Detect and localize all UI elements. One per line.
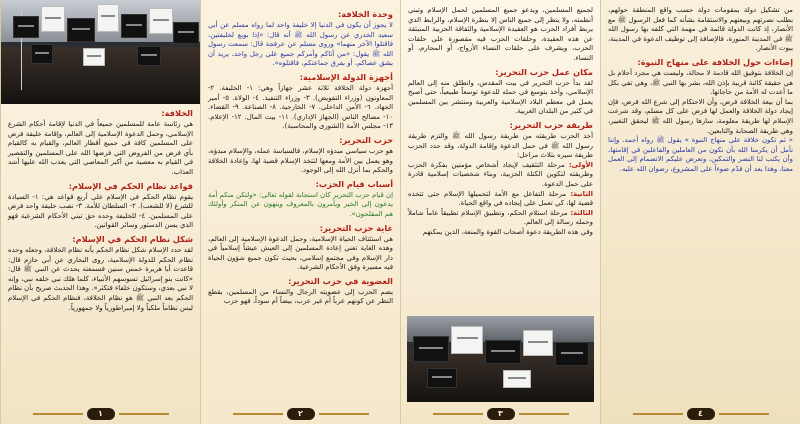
heading-caliphate: الخلافة: xyxy=(161,108,193,118)
heading-membership: العضوية في حزب التحرير: xyxy=(288,275,393,286)
heading-reasons: أسباب قيام الحزب: xyxy=(315,178,393,189)
text-continued: لجميع المسلمين، ويدعو جميع المسلمين لحمل الإسلام وتبني أنظمته، ولا ينظر إلى جميع الناس إلا بنظرة الإسلام، والرابط الذي يربط أفراد الحزب هو العقيدة الإسلامية والثقافة الحزبية المنبثقة عن هذه العقيدة، وحلقات الحزب فيه مقصورة على حلقات الحزب، ويشرف على حلقات النساء الأزواج، أو المحارم، أو النساء. xyxy=(408,6,593,62)
text-stage-one xyxy=(408,161,593,190)
page-footer xyxy=(1,407,200,421)
page-number: ١ xyxy=(87,408,115,420)
page-number: ٢ xyxy=(287,408,315,420)
text-end: « ثم تكون خلافة على منهاج النبوة » يقول ﷺ رواه أحمد. وإننا نأمل أن يكرمنا الله بأن نكون من العاملين والفاعلين في إقامتها، وأن يكتب لنا النصر والتمكين، ونعرض عليكم الانضمام إلى العمل معنا، وهذا بعد أن قدّم ضوءاً على المشروع، رضوان الله عليه. xyxy=(608,136,793,173)
page-number: ٣ xyxy=(487,408,515,420)
text-method: أخذ الحزب طريقته من طريقة رسول الله ﷺ والتزم طريقة رسول الله ﷺ في حمل الدعوة وإقامة الدولة، وقد حدد الحزب طريقة سيره بثلاث مراحل: xyxy=(408,131,593,160)
heading-method: طريقة حزب التحرير: xyxy=(509,119,593,130)
label-stage-three: الثالثة: xyxy=(570,208,593,217)
text-party: هو حزب سياسي مبدؤه الإسلام، فالسياسة عمله، والإسلام مبدؤه، وهو يعمل بين الأمة ومعها لتتخذ الإسلام قضية لها، وإعادة الخلافة والحكم بما أنزل الله إلى الوجود. xyxy=(208,146,393,175)
heading-form: شكل نظام الحكم في الإسلام: xyxy=(72,233,193,244)
heading-unity: وحدة الخلافة: xyxy=(337,9,393,19)
page-number: ٤ xyxy=(687,408,715,420)
text-stage-three xyxy=(408,209,593,228)
page-footer xyxy=(601,407,800,421)
heading-organs: أجهزة الدولة الإسلامية: xyxy=(299,71,393,82)
heading-rules: قواعد نظام الحكم في الإسلام: xyxy=(68,180,193,191)
heading-party: حزب التحرير: xyxy=(339,134,393,145)
text-organs: أجهزة دولة الخلافة ثلاثة عشر جهازاً وهي: ١- الخليفة. ٢- المعاونون (وزراء التفويض). ٣- وزراء التنفيذ. ٤- الولاة. ٥- أمير الجهاد. ٦- الأمن الداخلي. ٧- الخارجية. ٨- الصناعة. ٩- القضاء. ١٠- مصالح الناس (الجهاز الإداري). ١١- بيت المال. ١٢- الإعلام. ١٣- مجلس الأمة (الشورى والمحاسبة). xyxy=(208,83,394,131)
text-after: وفي هذه الطريقة دعوة أصحاب القوة والمنعة، الذين يمكنهم xyxy=(422,227,593,236)
text-unity: لا يجوز أن يكون في الدنيا إلا خليفة واحد لما رواه مسلم عن أبي سعيد الخدري عن رسول الله ﷺ أنه قال: «إذا بويع لخليفتين، فاقتلوا الآخر منهما» وروى مسلم عن عرفجة قال: سمعت رسول الله ﷺ يقول: «من أتاكم وأمركم جميع على رجل واحد، يريد أن يشق عصاكم، أو يفرق جماعتكم، فاقتلوه». xyxy=(208,21,393,68)
protest-photo-top xyxy=(1,0,200,104)
panel-method xyxy=(400,0,600,424)
heading-goal: غاية حزب التحرير: xyxy=(319,222,393,233)
text-caliphate: هي رئاسة عامة للمسلمين جميعاً في الدنيا لإقامة أحكام الشرع الإسلامي، وحمل الدعوة الإسلامية إلى العالم، وإقامة خليفة فرض على المسلمين كافة في جميع أقطار العالم، والقيام به كالقيام بأي فرض من الفروض التي فرضها الله على المسلمين والتقصير في القيام به معصية من أكبر المعاصي التي يعذب الله عليها أشد العذاب. xyxy=(8,120,193,176)
text-form: لقد حدد الإسلام شكل نظام الحكم بأنه نظام الخلافة، وجعله وحده نظام الحكم للدولة الإسلامية، روى البخاري عن أبي حازم قال: قاعدت أبا هريرة خمس سنين فسمعته يحدث عن النبي ﷺ قال: «كانت بنو إسرائيل تسوسهم الأنبياء، كلما هلك نبي خلفه نبي، وإنه لا نبي بعدي، وستكون خلفاء فتكثر». وهذا الحديث صريح بأن نظام الحكم بعد النبي ﷺ هو نظام الخلافة، فنظام الحكم في الإسلام ليس نظاماً ملكياً ولا إمبراطورياً ولا جمهورياً. xyxy=(8,245,193,312)
text-stage-two xyxy=(408,190,593,209)
panel-caliphate xyxy=(0,0,200,424)
protest-photo-bottom xyxy=(407,316,594,402)
text-where: لقد بدأ حزب التحرير في بيت المقدس، وانطلق منه إلى العالم الإسلامي، وأخذ يتوسع في حمله للدعوة توسعاً طبيعياً، حتى أصبح يعمل في معظم البلاد الإسلامية والعربية ومنتشر بين المسلمين في كثير من البلدان الغربية. xyxy=(408,78,593,116)
stage-one-body: مرحلة التثقيف لإيجاد أشخاص مؤمنين بفكرة الحزب وطريقته لتكوين الكتلة الحزبية، وبناء شخصيات إسلامية قادرة على حمل الدعوة. xyxy=(408,160,593,188)
heading-news: إضاءات حول الخلافة على منهاج النبوة: xyxy=(637,56,793,67)
text-goal: هي استئناف الحياة الإسلامية، وحمل الدعوة الإسلامية إلى العالم، وهذه الغاية تعني إعادة المسلمين إلى العيش عيشاً إسلامياً في دار الإسلام وفي مجتمع إسلامي، بحيث تكون جميع شؤون الحياة فيه مسيرة وفق الأحكام الشرعية. xyxy=(208,234,393,272)
page-footer xyxy=(401,407,600,421)
panel-news xyxy=(600,0,800,424)
text-rules: يقوم نظام الحكم في الإسلام على أربع قواعد هي: ١- السيادة للشرع (لا للشعب). ٢- السلطان للأمة. ٣- نصب خليفة واحد فرض على المسلمين. ٤- للخليفة وحده حق تبني الأحكام الشرعية فهو الذي يسن الدستور وسائر القوانين. xyxy=(8,192,193,230)
stage-three-body: مرحلة استلام الحكم، وتطبيق الإسلام تطبيقاً عاماً شاملاً وحمله رسالة إلى العالم. xyxy=(408,208,593,227)
text-support: من تشكيل دولة بمقومات دولة حسب واقع المنطقة حولهم، بطلب نصرتهم وبيعتهم والاستقامة بشأنه كما فعل الرسول ﷺ مع الأنصار، إذ كانت الدولة قائمة في مهمة التي كلفه بها رسول الله ﷺ في المدينة المنورة، فالإضافة إلى توظيف الدعوة في المدينة، بيوت الأنصار. xyxy=(608,6,793,53)
page-footer xyxy=(201,407,400,421)
label-stage-two: الثانية: xyxy=(570,189,593,198)
panel-party xyxy=(200,0,400,424)
text-reasons: إن قيام حزب التحرير كان استجابة لقوله تعالى: «ولتكن منكم أمة يدعون إلى الخير ويأمرون بالمعروف وينهون عن المنكر وأولئك هم المفلحون». xyxy=(208,190,393,218)
heading-where: مكان عمل حزب التحرير: xyxy=(495,66,593,77)
text-more: بما أن بيعة الخلافة فرض، وأن الاحتكام إلى شرع الله فرض، فإن إيجاد دولة الخلافة والعمل لها فرض على كل مسلم، وقد شرعت الإسلام لها طريقة معلومة، سارها رسول الله ﷺ ليحقق التغيير، وهي طريقة الصحابة والتابعين. xyxy=(608,97,793,135)
text-news: إن الخلافة بتوفيق الله قادمة لا محالة، وليست هي مجرد أحلام بل هي حقيقة كائنة قريبة بإذن الله، بشر بها النبي ﷺ، وهي تفي بكل ما أعدت له الأمة من حاجاتها. xyxy=(608,68,793,97)
stage-two-body: مرحلة التفاعل مع الأمة لتحميلها الإسلام حتى تتخذه قضية لها، كي تعمل على إيجاده في واقع الحياة. xyxy=(408,189,593,208)
label-stage-one: الأولى: xyxy=(568,160,593,169)
text-membership: يضم الحزب إلى عضويته الرجال والنساء من المسلمين، بقطع النظر عن كونهم عرباً أم غير عرب، بيضاً أم سوداً، فهو حزب xyxy=(208,287,393,306)
